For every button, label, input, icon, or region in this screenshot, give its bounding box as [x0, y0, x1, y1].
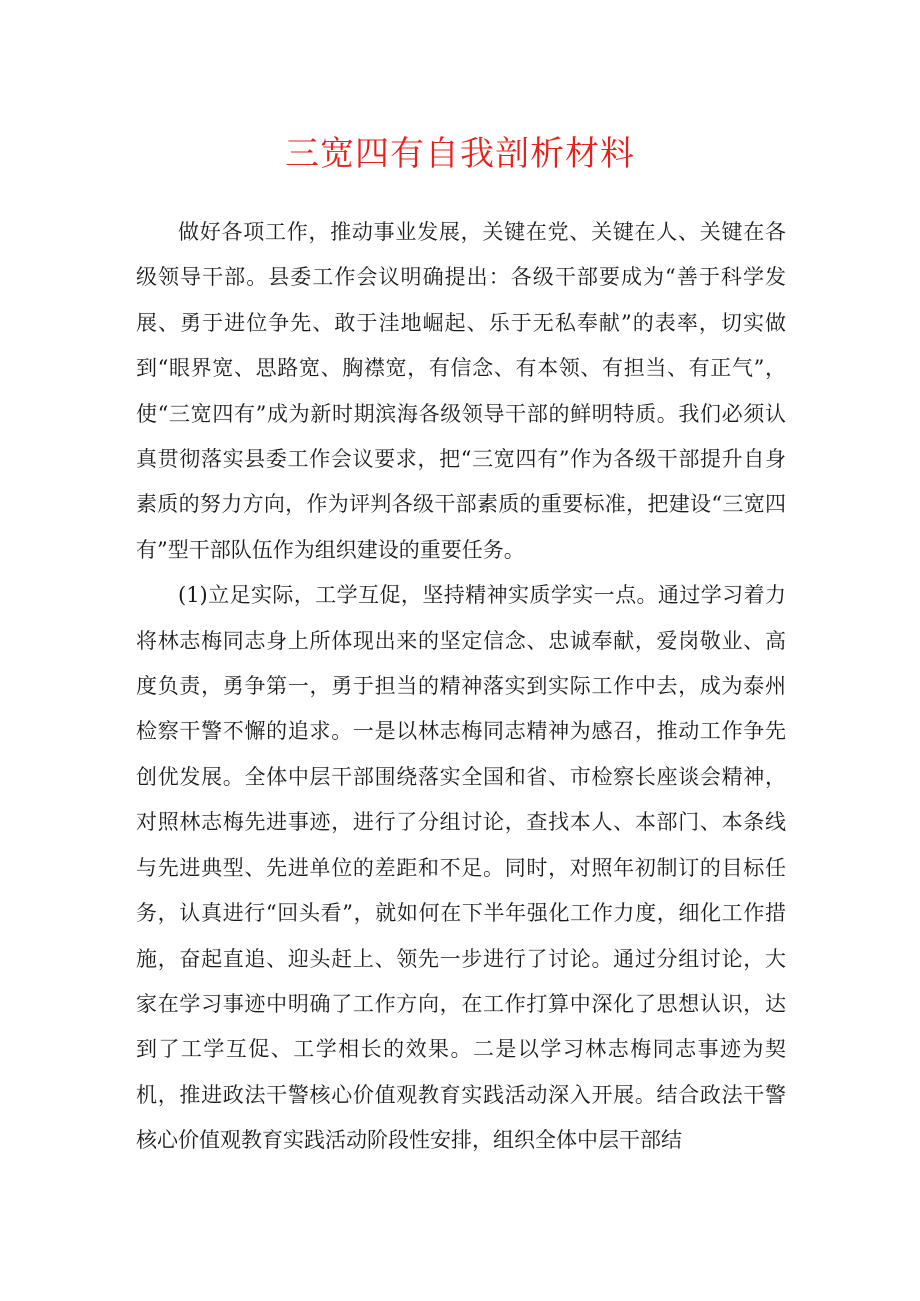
document-title: 三宽四有自我剖析材料	[285, 134, 635, 174]
paragraph-intro: 做好各项工作，推动事业发展，关键在党、关键在人、关键在各级领导干部。县委工作会议明确提出：各级干部要成为“善于科学发展、勇于进位争先、敢于洼地崛起、乐于无私奉献”的表率，切实做到“眼界宽、思路宽、胸襟宽，有信念、有本领、有担当、有正气”，使“三宽四有”成为新时期滨海各级领导干部的鲜明特质。我们必须认真贯彻落实县委工作会议要求，把“三宽四有”作为各级干部提升自身素质的努力方向，作为评判各级干部素质的重要标准，把建设“三宽四有”型干部队伍作为组织建设的重要任务。	[136, 220, 786, 562]
document-body	[136, 210, 786, 1164]
paragraph-section-1: (1)立足实际，工学互促，坚持精神实质学实一点。通过学习着力将林志梅同志身上所体现出来的坚定信念、忠诚奉献，爱岗敬业、高度负责，勇争第一，勇于担当的精神落实到实际工作中去，成为泰州检察干警不懈的追求。一是以林志梅同志精神为感召，推动工作争先创优发展。全体中层干部围绕落实全国和省、市检察长座谈会精神，对照林志梅先进事迹，进行了分组讨论，查找本人、本部门、本条线与先进典型、先进单位的差距和不足。同时，对照年初制订的目标任务，认真进行“回头看”，就如何在下半年强化工作力度，细化工作措施，奋起直追、迎头赶上、领先一步进行了讨论。通过分组讨论，大家在学习事迹中明确了工作方向，在工作打算中深化了思想认识，达到了工学互促、工学相长的效果。二是以学习林志梅同志事迹为契机，推进政法干警核心价值观教育实践活动深入开展。结合政法干警核心价值观教育实践活动阶段性安排，组织全体中层干部结	[136, 583, 786, 1153]
